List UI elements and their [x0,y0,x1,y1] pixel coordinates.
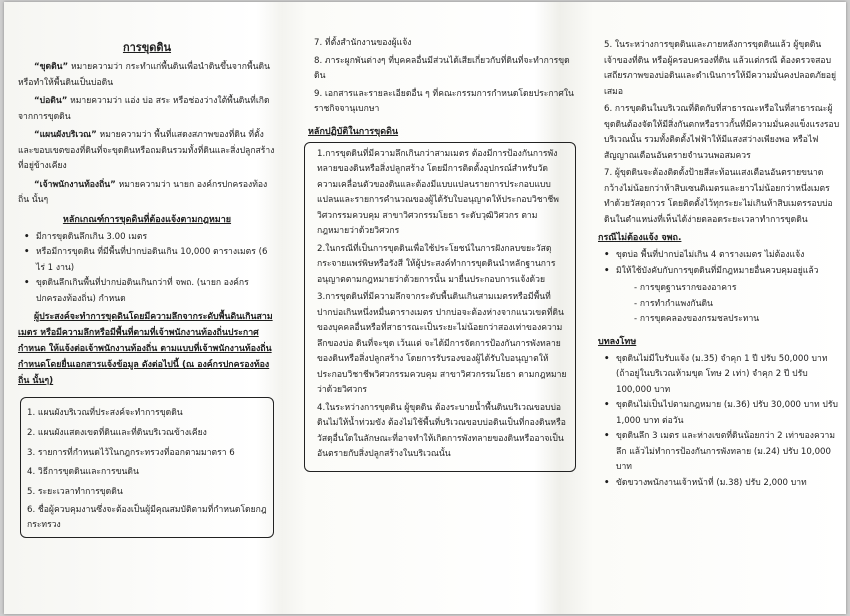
list-item: 1. แผนผังบริเวณที่ประสงค์จะทำการขุดดิน [27,408,183,418]
list-item: 7. ที่ตั้งสำนักงานของผู้แจ้ง [314,38,412,48]
list-item: • ขุดบ่อ พื้นที่ปากบ่อไม่เกิน 4 ตารางเมตร ไม่ต้องแจ้ง [598,248,840,264]
list-item: • ขุดดินไม่เป็นไปตามกฎหมาย (ม.36) ปรับ 30,000 บาท ปรับ 1,000 บาท ต่อวัน [598,398,840,429]
penalty-heading: บทลงโทษ [598,336,637,347]
list-item: 1.การขุดดินที่มีความลึกเกินกว่าสามเมตร ต้องมีการป้องกันการพังทลายของดินหรือสิ่งปลูกสร้าง โดยมีการติดตั้งอุปกรณ์สำหรับวัดความเคลื่อนตัวของดินและต้องมีแบบแปลนรายการประกอบแบบแปลนและรายการคำนวณของผู้ได้รับใบอนุญาตให้ประกอบวิชาชีพวิศวกรรมควบคุม สาขาวิศวกรรมโยธา ระดับวุฒิวิศวกร ตามกฎหมายว่าด้วยวิศวกร [317,148,559,236]
practice-heading: หลักปฏิบัติในการขุดดิน [308,126,399,137]
list-item: 4. วิธีการขุดดินและการขนดิน [27,467,139,478]
notify-criteria-heading: หลักเกณฑ์การขุดดินที่ต้องแจ้งตามกฎหมาย [62,214,232,225]
brochure-sheet [4,2,846,614]
list-item: 6. การขุดดินในบริเวณที่ติดกับที่สาธารณะหรือในที่สาธารณะผู้ขุดดินต้องจัดให้มีสิ่งกันตกหรือราวกั้นที่มีความมั่นคงแข็งแรงรอบบริเวณนั้น รวมทั้งติดตั้งไฟฟ้าให้มีแสงสว่างเพียงพอ หรือไฟสัญญาณเตือนอันตรายจำนวนพอสมควร [604,104,840,161]
panel-middle [294,2,584,614]
panel-right [594,2,846,614]
definition-local-officer: “เจ้าพนักงานท้องถิ่น” หมายความว่า นายก องค์กรปกครองท้องถิ่น นั้นๆ [18,179,268,205]
page-title: การขุดดิน [122,41,172,54]
list-item: • หรือมีการขุดดิน ที่มีพื้นที่ปากบ่อดินเกิน 10,000 ตารางเมตร (6 ไร่ 1 งาน) [18,245,276,276]
list-item: 7. ผู้ขุดดินจะต้องติดตั้งป้ายสีสะท้อนแสงเตือนอันตรายขนาดกว้างไม่น้อยกว่าห้าสิบเซนติเมตรและยาวไม่น้อยกว่าหนึ่งเมตรทำด้วยวัสดุถาวร โดยติดตั้งไว้ทุกระยะไม่เกินห้าสิบเมตรรอบบ่อดินในตำแหน่งที่เห็นได้ง่ายตลอดระยะเวลาทำการขุดดิน [604,168,833,225]
list-item: • ขุดดินไม่มีใบรับแจ้ง (ม.35) จำคุก 1 ปี ปรับ 50,000 บาท (ถ้าอยู่ในบริเวณห้ามขุด โทษ 2 เท่า) จำคุก 2 ปี ปรับ 100,000 บาท [598,352,840,399]
practice-box [304,142,576,472]
definition-pit: “บ่อดิน” หมายความว่า แอ่ง บ่อ สระ หรือช่องว่างใต้พื้นดินที่เกิดจากการขุดดิน [18,96,270,122]
exemption-sublist [598,281,840,328]
required-documents-box [20,397,274,538]
list-item: 9. เอกสารและรายละเอียดอื่น ๆ ที่คณะกรรมการกำหนดโดยประกาศในราชกิจจานุเบกษา [314,88,574,114]
notify-criteria-list [18,230,276,308]
list-item: 3. รายการที่กำหนดไว้ในกฎกระทรวงที่ออกตามมาตรา 6 [27,447,235,458]
no-notify-heading: กรณีไม่ต้องแจ้ง จพถ. [598,233,682,243]
list-item: • มีการขุดดินลึกเกิน 3.00 เมตร [18,230,276,246]
list-item: • ขุดดินลึก 3 เมตร และห่างเขตที่ดินน้อยกว่า 2 เท่าของความลึก แล้วไม่ทำการป้องกันการพังทลาย (ม.24) ปรับ 10,000 บาท [598,429,840,476]
list-item: 5. ระยะเวลาทำการขุดดิน [27,487,123,498]
list-item: • ขุดดินลึกเกินพื้นที่ปากบ่อดินเกินกว่าที่ จพถ. (นายก องค์กรปกครองท้องถิ่น) กำหนด [18,276,276,307]
no-notify-list [598,248,840,279]
list-item: - การขุดฐานรากของอาคาร [634,283,737,293]
list-item: • มิให้ใช้บังคับกับการขุดดินที่มีกฎหมายอื่นควบคุมอยู่แล้ว [598,264,840,280]
list-item: 4.ในระหว่างการขุดดิน ผู้ขุดดิน ต้องระบายน้ำพื้นดินบริเวณขอบบ่อดินไม่ให้น้ำท่วมขัง ต้องไม่ใช้พื้นที่บริเวณขอบบ่อดินเป็นที่กองดินหรือวัสดุอื่นใดในลักษณะที่อาจทำให้เกิดการพังทลายของดินหรืออาจเป็นอันตรายกับสิ่งปลูกสร้างในบริเวณนั้น [317,402,566,459]
notify-warning: ผู้ประสงค์จะทำการขุดดินโดยมีความลึกจากระดับพื้นดินเกินสามเมตร หรือมีความลึกหรือมีพื้นที่ตามที่เจ้าพนักงานท้องถิ่นประกาศกำหนด ให้แจ้งต่อเจ้าพนักงานท้องถิ่น ตามแบบที่เจ้าพนักงานท้องถิ่นกำหนดโดยยื่นเอกสารแจ้งข้อมูล ดังต่อไปนี้ (ณ องค์กรปกครองท้องถิ่น นั้นๆ) [18,312,273,386]
list-item: 6. ชื่อผู้ควบคุมงานซึ่งจะต้องเป็นผู้มีคุณสมบัติตามที่กำหนดโดยกฎกระทรวง [27,504,267,530]
list-item: 8. ภาระผูกพันต่างๆ ที่บุคคลอื่นมีส่วนได้เสียเกี่ยวกับที่ดินที่จะทำการขุดดิน [314,55,570,81]
list-item: 2. แผนผังแสดงเขตที่ดินและที่ดินบริเวณข้างเคียง [27,427,207,438]
list-item: 5. ในระหว่างการขุดดินและภายหลังการขุดดินแล้ว ผู้ขุดดินเจ้าของที่ดิน หรือผู้ครอบครองที่ดิน แล้วแต่กรณี ต้องตรวจสอบเสถียรภาพของบ่อดินและดำเนินการให้มีความมั่นคงปลอดภัยอยู่เสมอ [604,40,837,97]
definition-dig: “ขุดดิน” หมายความว่า กระทำแก่พื้นดินเพื่อนำดินขึ้นจากพื้นดิน หรือทำให้พื้นดินเป็นบ่อดิน [18,62,270,88]
penalty-list [598,352,840,492]
list-item: - การทำกำแพงกันดิน [634,298,713,309]
list-item: - การขุดคลองของกรมชลประทาน [634,314,760,324]
list-item: 3.การขุดดินที่มีความลึกจากระดับพื้นดินเกินสามเมตรหรือมีพื้นที่ปากบ่อเกินหนึ่งหมื่นตารางเมตร ปากบ่อจะต้องห่างจากแนวเขตที่ดินของบุคคลอื่นหรือที่สาธารณะเป็นระยะไม่น้อยกว่าสองเท่าของความลึกของบ่อ ดินที่จะขุด เว้นแต่ จะได้มีการจัดการป้องกันการพังทลายของดินหรือสิ่งปลูกสร้าง โดยการรับรองของผู้ได้รับใบอนุญาตให้ประกอบวิชาชีพวิศวกรรมควบคุม สาขาวิศวกรรมโยธา ตามกฎหมายว่าด้วยวิศวกร [317,292,567,395]
definition-site-plan: “แผนผังบริเวณ” หมายความว่า พื้นที่แสดงสภาพของที่ดิน ที่ตั้ง และขอบเขตของที่ดินที่จะขุดดินหรือถมดินรวมทั้งที่ดินและสิ่งปลูกสร้างที่อยู่ข้างเคียง [18,130,275,171]
list-item: • ขัดขวางพนักงานเจ้าหน้าที่ (ม.38) ปรับ 2,000 บาท [598,476,840,492]
panel-left [4,2,284,614]
list-item: 2.ในกรณีที่เป็นการขุดดินเพื่อใช้ประโยชน์ในการฝังกลบขยะวัสดุกระจายแพร่พิษหรือรังสี ให้ผู้ประสงค์ทำการขุดดินนำหลักฐานการอนุญาตตามกฎหมายว่าด้วยการนั้น มายื่นประกอบการแจ้งด้วย [317,243,556,285]
